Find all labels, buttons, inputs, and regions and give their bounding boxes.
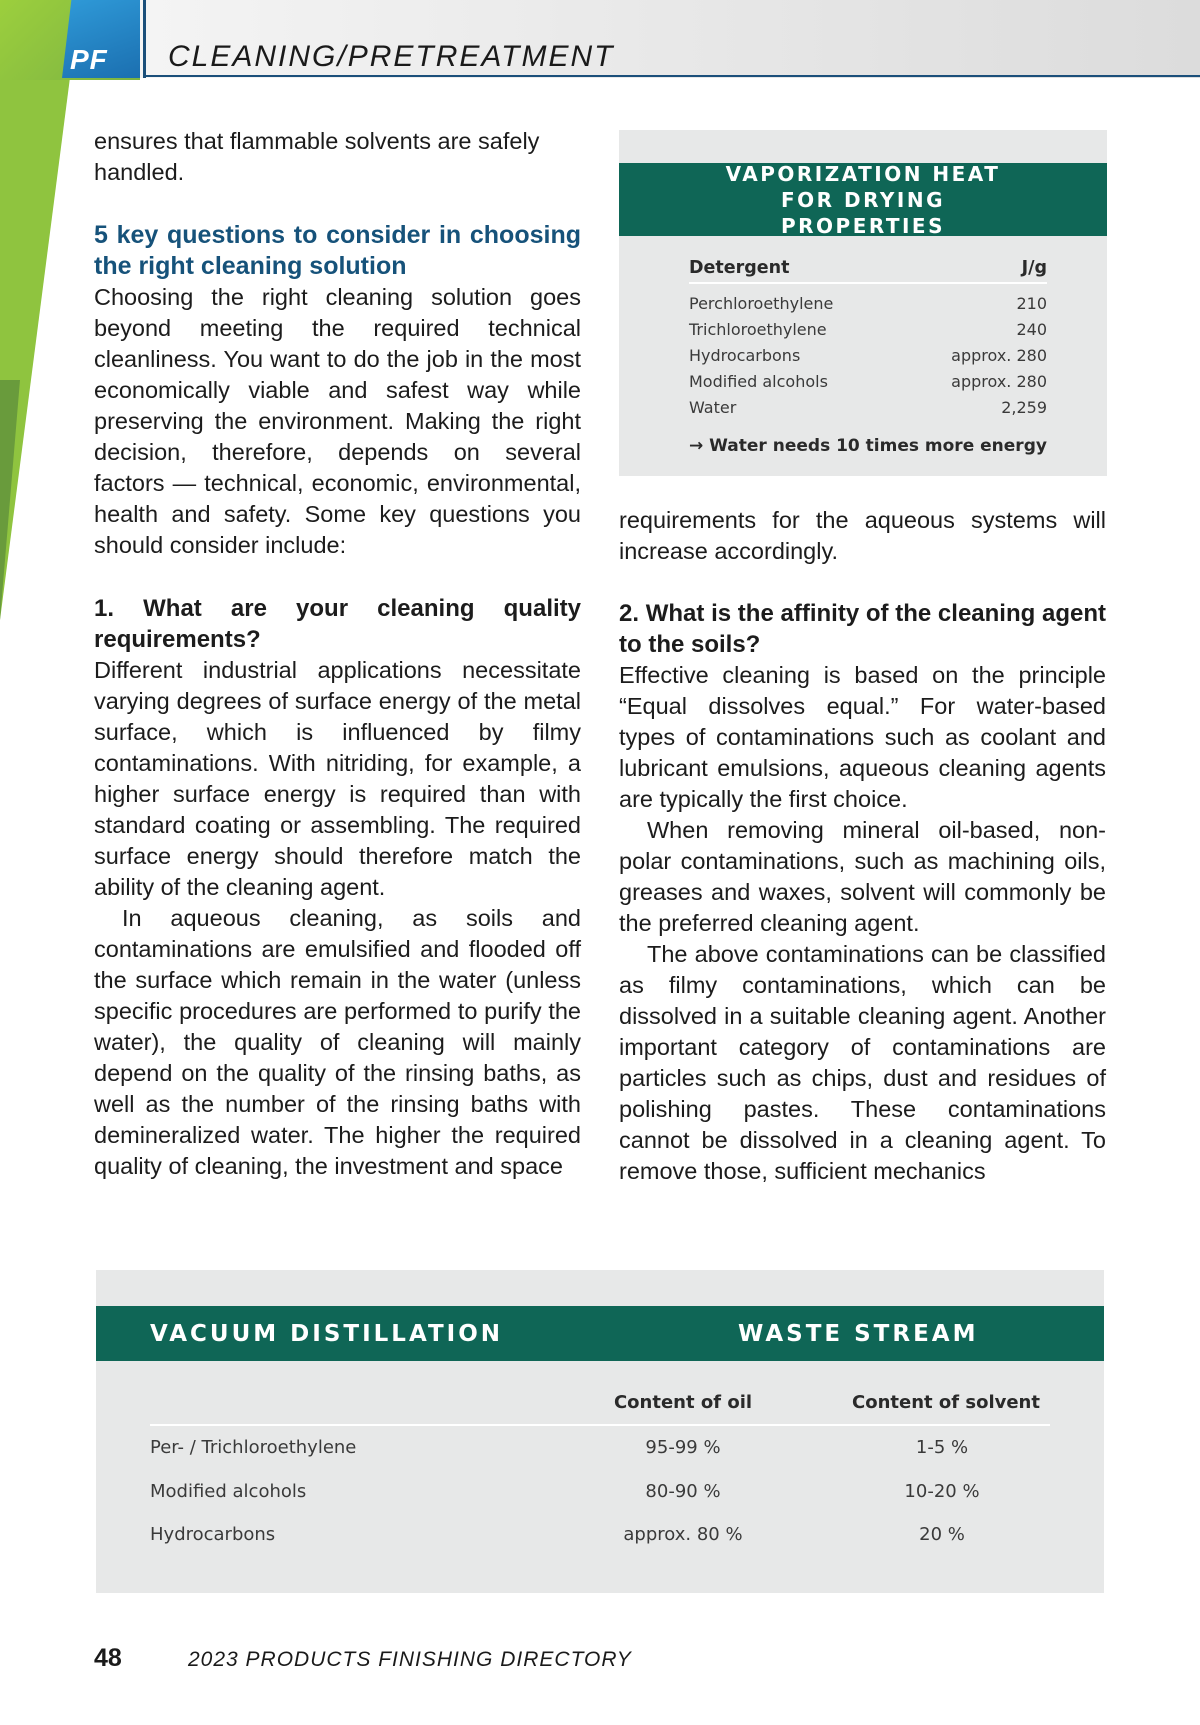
oil-content: approx. 80 %	[623, 1524, 743, 1545]
table-row	[689, 294, 1047, 320]
detergent-name: Trichloroethylene	[689, 320, 827, 339]
body-paragraph: When removing mineral oil-based, non-polar contaminations, such as machining oils, greases and waxes, solvent will commonly be the preferred cleaning agent.	[619, 817, 1106, 936]
column-header-jg: J/g	[1021, 258, 1047, 278]
body-paragraph: Effective cleaning is based on the principle “Equal dissolves equal.” For water-based types of contaminations such as coolant and lubricant emulsions, aqueous cleaning agents are typically the first choice.	[619, 662, 1106, 812]
body-paragraph: Different industrial applications necessitate varying degrees of surface energy of the metal surface, which is influenced by filmy contaminations. With nitriding, for example, a higher surface energy is required than with standard coating or assembling. The required surface energy should therefore match the ability of the cleaning agent.	[94, 657, 581, 900]
solvent-content: 10-20 %	[904, 1481, 980, 1502]
table-header	[619, 163, 1107, 236]
right-column	[619, 505, 1106, 1187]
vacuum-distillation-table	[96, 1270, 1104, 1593]
page-number: 48	[94, 1644, 122, 1672]
column-header-oil: Content of oil	[613, 1392, 753, 1413]
body-paragraph: Choosing the right cleaning solution goes beyond meeting the required technical cleanliness. You want to do the job in the most economically viable and safest way while preserving the environment. Making the right decision, therefore, depends on several factors — technical, economic, environmental, health and safety. Some key questions you should consider include:	[94, 284, 581, 558]
detergent-value: 2,259	[1001, 398, 1047, 417]
table-row	[689, 346, 1047, 372]
question-2-heading: 2. What is the affinity of the cleaning agent to the soils?	[619, 600, 1106, 658]
table-note: → Water needs 10 times more energy	[689, 436, 1047, 456]
table-row	[150, 1524, 1050, 1552]
table-title-left: VACUUM DISTILLATION	[150, 1321, 504, 1347]
detergent-value: 210	[1016, 294, 1047, 313]
publication-title: 2023 PRODUCTS FINISHING DIRECTORY	[188, 1648, 632, 1671]
table-row	[150, 1481, 1050, 1509]
detergent-name: Perchloroethylene	[689, 294, 834, 313]
body-paragraph: requirements for the aqueous systems will increase accordingly.	[619, 507, 1106, 564]
table-row	[689, 372, 1047, 398]
detergent-name: Modified alcohols	[689, 372, 828, 391]
oil-content: 95-99 %	[645, 1437, 721, 1458]
oil-content: 80-90 %	[645, 1481, 721, 1502]
table-divider	[689, 282, 1047, 284]
detergent-name: Hydrocarbons	[689, 346, 801, 365]
header-underline	[143, 75, 1200, 77]
table-header	[96, 1306, 1104, 1361]
section-title: CLEANING/PRETREATMENT	[168, 40, 615, 73]
detergent-value: approx. 280	[951, 372, 1047, 391]
body-paragraph: In aqueous cleaning, as soils and contaminations are emulsified and flooded off the surface which remain in the water (unless specific procedures are performed to purify the water), the quality of cleaning will mainly depend on the quality of the rinsing baths, as well as the number of the rinsing baths with demineralized water. The higher the required quality of cleaning, the investment and space	[94, 905, 581, 1179]
detergent-name: Water	[689, 398, 737, 417]
detergent-value: approx. 280	[951, 346, 1047, 365]
agent-name: Per- / Trichloroethylene	[150, 1437, 357, 1458]
table-title-right: WASTE STREAM	[738, 1321, 979, 1347]
agent-name: Hydrocarbons	[150, 1524, 276, 1545]
body-paragraph: The above contaminations can be classified as filmy contaminations, which can be dissolved in a suitable cleaning agent. Another important category of contaminations are particles such as chips, dust and residues of polishing pastes. These contaminations cannot be dissolved in a cleaning agent. To remove those, sufficient mechanics	[619, 941, 1106, 1184]
table-title: VAPORIZATION HEAT FOR DRYING PROPERTIES	[725, 161, 1001, 238]
table-row	[689, 320, 1047, 346]
vaporization-heat-table	[619, 130, 1107, 476]
section-heading: 5 key questions to consider in choosing the right cleaning solution	[94, 221, 581, 280]
header-divider	[143, 0, 146, 78]
question-1-heading: 1. What are your cleaning quality requirements?	[94, 595, 581, 653]
table-divider	[150, 1424, 1050, 1426]
table-row	[150, 1437, 1050, 1465]
left-column	[94, 126, 581, 1182]
intro-paragraph: ensures that flammable solvents are safely handled.	[94, 128, 540, 185]
solvent-content: 1-5 %	[915, 1437, 969, 1458]
table-row	[689, 398, 1047, 424]
column-header-solvent: Content of solvent	[852, 1392, 1040, 1413]
column-header-detergent: Detergent	[689, 258, 790, 278]
solvent-content: 20 %	[919, 1524, 965, 1545]
pf-logo: PF	[70, 44, 108, 75]
detergent-value: 240	[1016, 320, 1047, 339]
agent-name: Modified alcohols	[150, 1481, 307, 1502]
decorative-band-shadow	[0, 380, 20, 620]
